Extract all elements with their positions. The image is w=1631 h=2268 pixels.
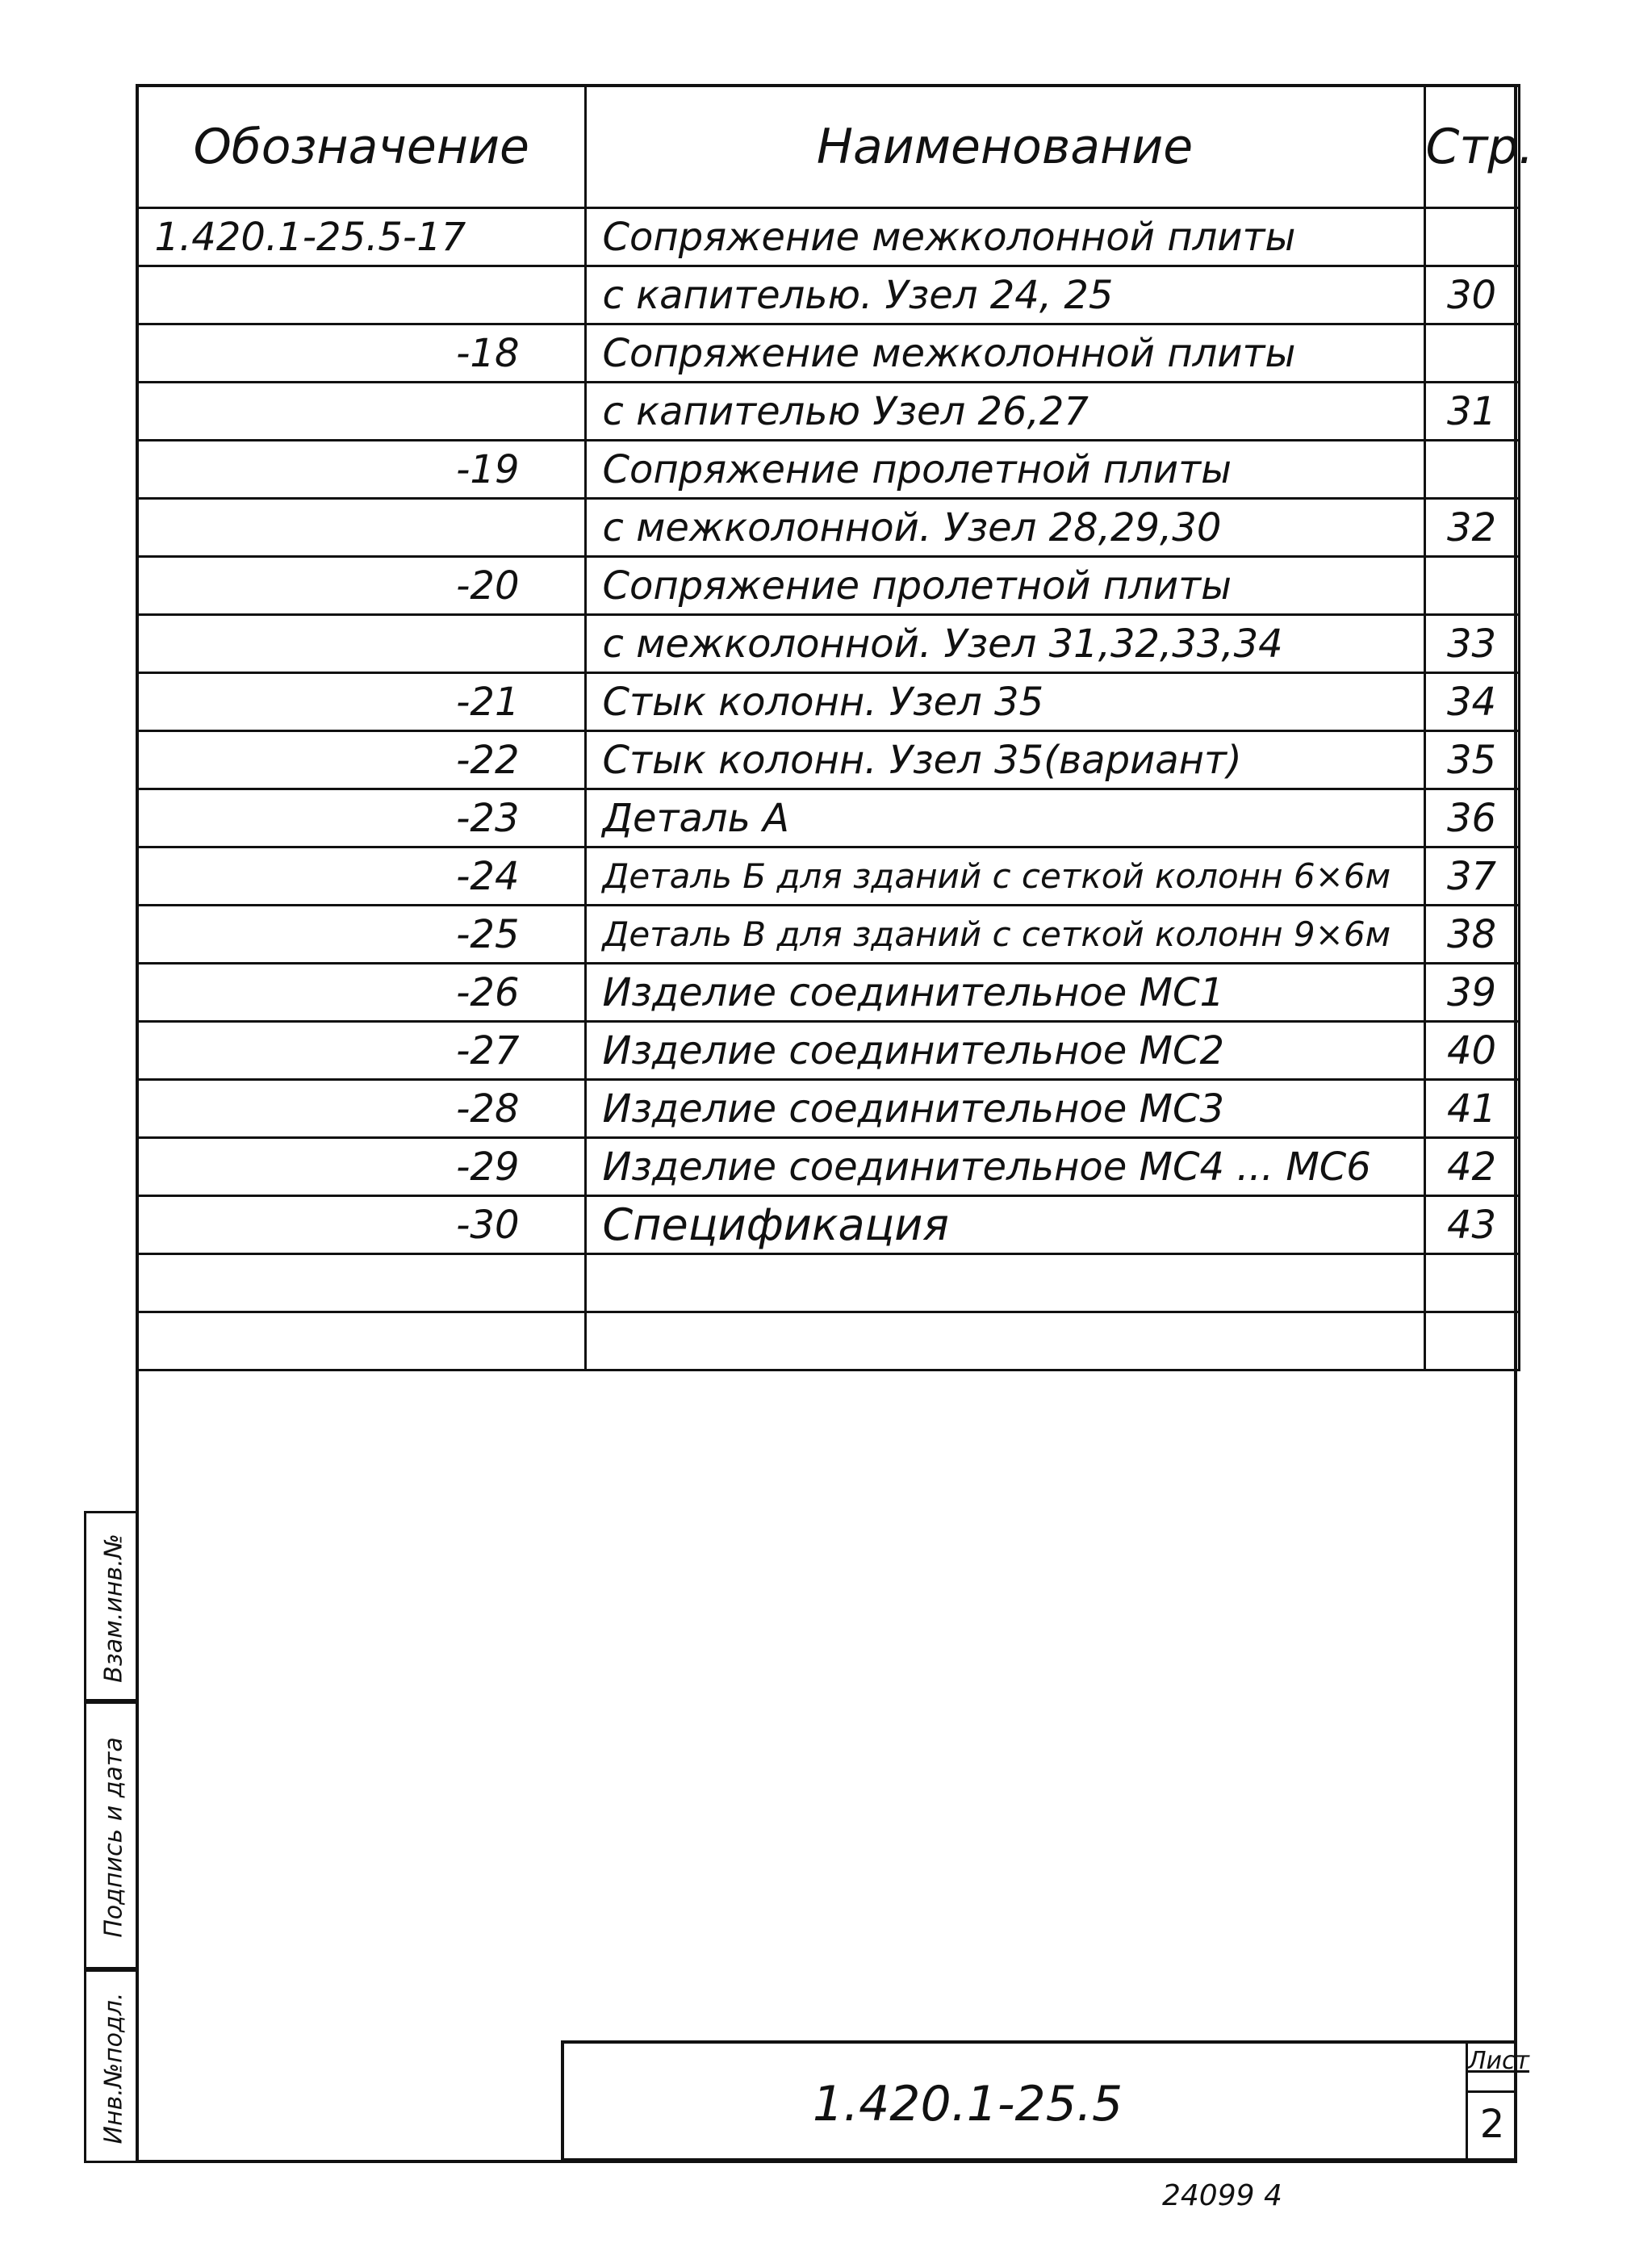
sheet-divider [1468,2090,1516,2093]
cell-code: -22 [137,731,585,789]
stamp-orig-inv [84,1969,139,2163]
cell-name: Изделие соединительное МС1 [585,964,1424,1022]
header-name: Наименование [585,86,1424,208]
cell-name: с капителью. Узел 24, 25 [585,266,1424,324]
cell-name: Деталь А [585,789,1424,847]
sheet-label: Лист [1468,2047,1530,2075]
cell-page [1424,1254,1519,1312]
cell-name: Стык колонн. Узел 35 [585,673,1424,731]
table-row [137,266,1519,324]
cell-page: 35 [1424,731,1519,789]
inventory-number: 24099 4 [1162,2179,1282,2212]
cell-code: -30 [137,1196,585,1254]
table-row [137,324,1519,383]
cell-code: -29 [137,1138,585,1196]
cell-code [137,266,585,324]
stamp-signature-date-label: Подпись и дата [99,1737,128,1938]
sheet-box [1466,2044,1530,2158]
cell-name: Сопряжение межколонной плиты [585,208,1424,266]
document-code: 1.420.1-25.5 [812,2076,1123,2132]
cell-page: 32 [1424,499,1519,557]
cell-code: -25 [137,906,585,964]
table-row [137,383,1519,441]
table-row [137,557,1519,615]
stamp-replace-inv-label: Взам.инв.№ [99,1534,128,1683]
cell-code [137,1312,585,1370]
cell-code: -21 [137,673,585,731]
cell-page: 30 [1424,266,1519,324]
table-row [137,673,1519,731]
cell-code: -20 [137,557,585,615]
cell-page [1424,208,1519,266]
cell-name: Изделие соединительное МС2 [585,1022,1424,1080]
sheet-number: 2 [1479,2102,1505,2147]
cell-code: -24 [137,847,585,906]
table-row [137,1022,1519,1080]
cell-code: -23 [137,789,585,847]
table-row [137,789,1519,847]
cell-code [137,1254,585,1312]
cell-name [585,1312,1424,1370]
cell-name: с капителью Узел 26,27 [585,383,1424,441]
header-designation: Обозначение [137,86,585,208]
cell-code: 1.420.1-25.5-17 [137,208,585,266]
cell-page: 38 [1424,906,1519,964]
cell-code [137,615,585,673]
stamp-orig-inv-label: Инв.№подл. [99,1992,128,2145]
table-row [137,615,1519,673]
table-row [137,1312,1519,1370]
cell-page: 41 [1424,1080,1519,1138]
cell-name: Деталь Б для зданий с сеткой колонн 6×6м [585,847,1424,906]
cell-name: Изделие соединительное МС4 ... МС6 [585,1138,1424,1196]
cell-page: 37 [1424,847,1519,906]
cell-name: Деталь В для зданий с сеткой колонн 9×6м [585,906,1424,964]
stamp-replace-inv [84,1511,139,1701]
cell-code: -18 [137,324,585,383]
cell-code [137,499,585,557]
contents-table [136,84,1534,1371]
cell-code: -26 [137,964,585,1022]
table-row [137,964,1519,1022]
cell-name: Сопряжение пролетной плиты [585,557,1424,615]
cell-page: 39 [1424,964,1519,1022]
header-row [137,86,1519,208]
cell-name: с межколонной. Узел 28,29,30 [585,499,1424,557]
cell-page [1424,1312,1519,1370]
cell-code [137,383,585,441]
cell-page [1424,441,1519,499]
table-row [137,1138,1519,1196]
table-row [137,731,1519,789]
cell-page: 40 [1424,1022,1519,1080]
cell-name: Сопряжение пролетной плиты [585,441,1424,499]
table-row [137,847,1519,906]
table-row [137,1196,1519,1254]
table-row [137,441,1519,499]
stamp-signature-date [84,1701,139,1969]
table-row [137,499,1519,557]
cell-code: -19 [137,441,585,499]
table-row [137,1080,1519,1138]
table-row [137,208,1519,266]
cell-code: -28 [137,1080,585,1138]
cell-page: 34 [1424,673,1519,731]
cell-page [1424,557,1519,615]
cell-page: 42 [1424,1138,1519,1196]
cell-name: Стык колонн. Узел 35(вариант) [585,731,1424,789]
cell-name: Изделие соединительное МС3 [585,1080,1424,1138]
cell-name [585,1254,1424,1312]
cell-page: 43 [1424,1196,1519,1254]
cell-page [1424,324,1519,383]
cell-code: -27 [137,1022,585,1080]
cell-name: Сопряжение межколонной плиты [585,324,1424,383]
cell-page: 31 [1424,383,1519,441]
header-page: Стр. [1424,86,1519,208]
table-row [137,1254,1519,1312]
table-row [137,906,1519,964]
title-block [561,2040,1530,2161]
cell-name: Спецификация [585,1196,1424,1254]
cell-name: с межколонной. Узел 31,32,33,34 [585,615,1424,673]
cell-page: 33 [1424,615,1519,673]
cell-page: 36 [1424,789,1519,847]
